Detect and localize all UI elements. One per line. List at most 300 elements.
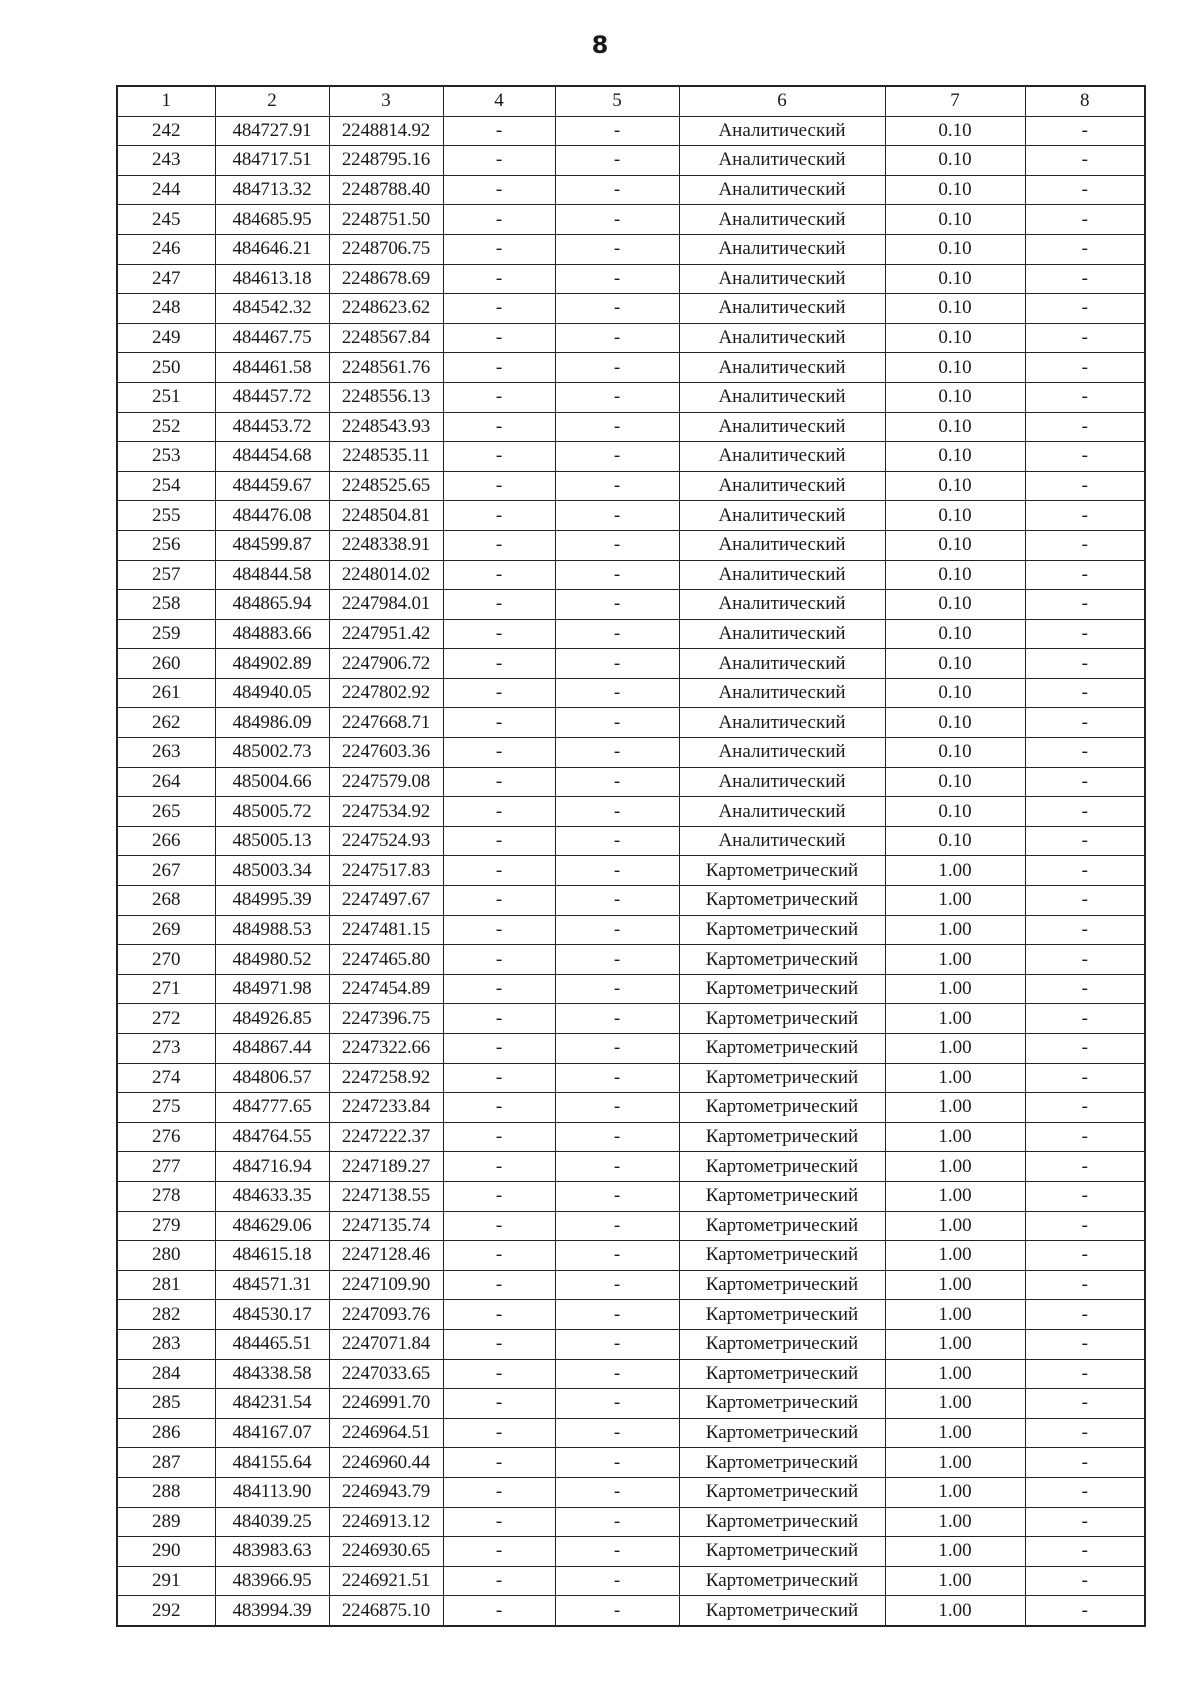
- x-coordinate-cell: 484615.18: [215, 1241, 329, 1271]
- col5-cell: -: [555, 205, 679, 235]
- y-coordinate-cell: 2247534.92: [329, 797, 443, 827]
- point-number-cell: 270: [117, 945, 215, 975]
- col5-cell: -: [555, 1063, 679, 1093]
- method-cell: Картометрический: [679, 1063, 885, 1093]
- col8-cell: -: [1025, 1507, 1145, 1537]
- accuracy-cell: 0.10: [885, 560, 1025, 590]
- point-number-cell: 284: [117, 1359, 215, 1389]
- y-coordinate-cell: 2246991.70: [329, 1389, 443, 1419]
- table-row: [117, 1181, 1145, 1211]
- col5-cell: -: [555, 1034, 679, 1064]
- x-coordinate-cell: 484940.05: [215, 678, 329, 708]
- col5-cell: -: [555, 1181, 679, 1211]
- x-coordinate-cell: 484685.95: [215, 205, 329, 235]
- accuracy-cell: 1.00: [885, 1211, 1025, 1241]
- point-number-cell: 264: [117, 767, 215, 797]
- y-coordinate-cell: 2248706.75: [329, 234, 443, 264]
- col5-cell: -: [555, 708, 679, 738]
- x-coordinate-cell: 484467.75: [215, 323, 329, 353]
- table-row: [117, 945, 1145, 975]
- method-cell: Аналитический: [679, 826, 885, 856]
- x-coordinate-cell: 484599.87: [215, 530, 329, 560]
- table-row: [117, 1329, 1145, 1359]
- point-number-cell: 260: [117, 649, 215, 679]
- col4-cell: -: [443, 442, 555, 472]
- table-row: [117, 1537, 1145, 1567]
- col5-cell: -: [555, 442, 679, 472]
- y-coordinate-cell: 2247454.89: [329, 974, 443, 1004]
- col8-cell: -: [1025, 1181, 1145, 1211]
- col4-cell: -: [443, 886, 555, 916]
- method-cell: Картометрический: [679, 1448, 885, 1478]
- point-number-cell: 255: [117, 501, 215, 531]
- col4-cell: -: [443, 974, 555, 1004]
- table-row: [117, 797, 1145, 827]
- table-row: [117, 590, 1145, 620]
- table-row: [117, 501, 1145, 531]
- point-number-cell: 288: [117, 1477, 215, 1507]
- x-coordinate-cell: 484461.58: [215, 353, 329, 383]
- y-coordinate-cell: 2247481.15: [329, 915, 443, 945]
- table-row: [117, 471, 1145, 501]
- coordinates-table: [116, 85, 1146, 1627]
- point-number-cell: 247: [117, 264, 215, 294]
- table-row: [117, 1448, 1145, 1478]
- point-number-cell: 251: [117, 382, 215, 412]
- x-coordinate-cell: 484039.25: [215, 1507, 329, 1537]
- col5-cell: -: [555, 886, 679, 916]
- table-row: [117, 1004, 1145, 1034]
- point-number-cell: 276: [117, 1122, 215, 1152]
- method-cell: Аналитический: [679, 530, 885, 560]
- method-cell: Аналитический: [679, 234, 885, 264]
- x-coordinate-cell: 484717.51: [215, 146, 329, 176]
- column-header: 5: [555, 86, 679, 116]
- y-coordinate-cell: 2248556.13: [329, 382, 443, 412]
- y-coordinate-cell: 2246913.12: [329, 1507, 443, 1537]
- header-row: [117, 86, 1145, 116]
- col5-cell: -: [555, 560, 679, 590]
- accuracy-cell: 0.10: [885, 590, 1025, 620]
- method-cell: Картометрический: [679, 945, 885, 975]
- x-coordinate-cell: 483983.63: [215, 1537, 329, 1567]
- y-coordinate-cell: 2248567.84: [329, 323, 443, 353]
- col4-cell: -: [443, 1359, 555, 1389]
- col5-cell: -: [555, 1418, 679, 1448]
- col4-cell: -: [443, 1181, 555, 1211]
- y-coordinate-cell: 2247135.74: [329, 1211, 443, 1241]
- table-row: [117, 234, 1145, 264]
- col4-cell: -: [443, 708, 555, 738]
- y-coordinate-cell: 2248678.69: [329, 264, 443, 294]
- col5-cell: -: [555, 767, 679, 797]
- x-coordinate-cell: 484980.52: [215, 945, 329, 975]
- x-coordinate-cell: 484542.32: [215, 294, 329, 324]
- x-coordinate-cell: 484865.94: [215, 590, 329, 620]
- accuracy-cell: 0.10: [885, 678, 1025, 708]
- point-number-cell: 259: [117, 619, 215, 649]
- point-number-cell: 291: [117, 1566, 215, 1596]
- table-row: [117, 1507, 1145, 1537]
- column-header: 8: [1025, 86, 1145, 116]
- point-number-cell: 244: [117, 175, 215, 205]
- col4-cell: -: [443, 175, 555, 205]
- x-coordinate-cell: 484167.07: [215, 1418, 329, 1448]
- table-row: [117, 856, 1145, 886]
- col5-cell: -: [555, 945, 679, 975]
- col4-cell: -: [443, 530, 555, 560]
- accuracy-cell: 0.10: [885, 708, 1025, 738]
- accuracy-cell: 0.10: [885, 353, 1025, 383]
- y-coordinate-cell: 2246964.51: [329, 1418, 443, 1448]
- point-number-cell: 258: [117, 590, 215, 620]
- point-number-cell: 263: [117, 738, 215, 768]
- x-coordinate-cell: 484926.85: [215, 1004, 329, 1034]
- method-cell: Аналитический: [679, 619, 885, 649]
- y-coordinate-cell: 2247071.84: [329, 1329, 443, 1359]
- accuracy-cell: 1.00: [885, 915, 1025, 945]
- col4-cell: -: [443, 264, 555, 294]
- table-row: [117, 1300, 1145, 1330]
- accuracy-cell: 0.10: [885, 649, 1025, 679]
- col8-cell: -: [1025, 1152, 1145, 1182]
- x-coordinate-cell: 484806.57: [215, 1063, 329, 1093]
- col5-cell: -: [555, 1389, 679, 1419]
- col5-cell: -: [555, 590, 679, 620]
- accuracy-cell: 1.00: [885, 1034, 1025, 1064]
- x-coordinate-cell: 484988.53: [215, 915, 329, 945]
- col4-cell: -: [443, 1566, 555, 1596]
- x-coordinate-cell: 483966.95: [215, 1566, 329, 1596]
- accuracy-cell: 0.10: [885, 412, 1025, 442]
- y-coordinate-cell: 2246930.65: [329, 1537, 443, 1567]
- col8-cell: -: [1025, 945, 1145, 975]
- y-coordinate-cell: 2247128.46: [329, 1241, 443, 1271]
- col5-cell: -: [555, 501, 679, 531]
- y-coordinate-cell: 2248623.62: [329, 294, 443, 324]
- method-cell: Картометрический: [679, 974, 885, 1004]
- method-cell: Аналитический: [679, 708, 885, 738]
- col8-cell: -: [1025, 146, 1145, 176]
- col5-cell: -: [555, 353, 679, 383]
- y-coordinate-cell: 2248535.11: [329, 442, 443, 472]
- table-row: [117, 619, 1145, 649]
- col4-cell: -: [443, 1537, 555, 1567]
- col8-cell: -: [1025, 974, 1145, 1004]
- method-cell: Аналитический: [679, 471, 885, 501]
- accuracy-cell: 1.00: [885, 1566, 1025, 1596]
- col4-cell: -: [443, 353, 555, 383]
- x-coordinate-cell: 484867.44: [215, 1034, 329, 1064]
- x-coordinate-cell: 484764.55: [215, 1122, 329, 1152]
- col4-cell: -: [443, 1063, 555, 1093]
- y-coordinate-cell: 2247396.75: [329, 1004, 443, 1034]
- point-number-cell: 274: [117, 1063, 215, 1093]
- col4-cell: -: [443, 738, 555, 768]
- table-row: [117, 412, 1145, 442]
- accuracy-cell: 1.00: [885, 1181, 1025, 1211]
- table-row: [117, 1152, 1145, 1182]
- col8-cell: -: [1025, 915, 1145, 945]
- y-coordinate-cell: 2246875.10: [329, 1596, 443, 1626]
- accuracy-cell: 1.00: [885, 1270, 1025, 1300]
- method-cell: Аналитический: [679, 323, 885, 353]
- x-coordinate-cell: 484454.68: [215, 442, 329, 472]
- x-coordinate-cell: 484646.21: [215, 234, 329, 264]
- table-row: [117, 146, 1145, 176]
- col4-cell: -: [443, 1152, 555, 1182]
- col5-cell: -: [555, 146, 679, 176]
- point-number-cell: 248: [117, 294, 215, 324]
- col8-cell: -: [1025, 1093, 1145, 1123]
- table-row: [117, 1034, 1145, 1064]
- accuracy-cell: 1.00: [885, 1389, 1025, 1419]
- point-number-cell: 256: [117, 530, 215, 560]
- col8-cell: -: [1025, 767, 1145, 797]
- accuracy-cell: 0.10: [885, 501, 1025, 531]
- col5-cell: -: [555, 1329, 679, 1359]
- method-cell: Аналитический: [679, 442, 885, 472]
- y-coordinate-cell: 2248814.92: [329, 116, 443, 146]
- point-number-cell: 275: [117, 1093, 215, 1123]
- col4-cell: -: [443, 382, 555, 412]
- point-number-cell: 271: [117, 974, 215, 1004]
- method-cell: Картометрический: [679, 1359, 885, 1389]
- y-coordinate-cell: 2248014.02: [329, 560, 443, 590]
- method-cell: Аналитический: [679, 353, 885, 383]
- method-cell: Картометрический: [679, 1152, 885, 1182]
- col4-cell: -: [443, 1211, 555, 1241]
- col8-cell: -: [1025, 1537, 1145, 1567]
- accuracy-cell: 0.10: [885, 382, 1025, 412]
- table-row: [117, 1211, 1145, 1241]
- y-coordinate-cell: 2248788.40: [329, 175, 443, 205]
- y-coordinate-cell: 2247951.42: [329, 619, 443, 649]
- x-coordinate-cell: 484476.08: [215, 501, 329, 531]
- col8-cell: -: [1025, 1122, 1145, 1152]
- accuracy-cell: 0.10: [885, 442, 1025, 472]
- col8-cell: -: [1025, 1566, 1145, 1596]
- col5-cell: -: [555, 797, 679, 827]
- col4-cell: -: [443, 945, 555, 975]
- col8-cell: -: [1025, 412, 1145, 442]
- col4-cell: -: [443, 560, 555, 590]
- col5-cell: -: [555, 1241, 679, 1271]
- col8-cell: -: [1025, 442, 1145, 472]
- col5-cell: -: [555, 856, 679, 886]
- method-cell: Аналитический: [679, 412, 885, 442]
- x-coordinate-cell: 484113.90: [215, 1477, 329, 1507]
- col8-cell: -: [1025, 175, 1145, 205]
- accuracy-cell: 1.00: [885, 1537, 1025, 1567]
- method-cell: Аналитический: [679, 560, 885, 590]
- point-number-cell: 257: [117, 560, 215, 590]
- method-cell: Аналитический: [679, 738, 885, 768]
- col8-cell: -: [1025, 1004, 1145, 1034]
- accuracy-cell: 0.10: [885, 264, 1025, 294]
- col4-cell: -: [443, 1448, 555, 1478]
- y-coordinate-cell: 2248504.81: [329, 501, 443, 531]
- y-coordinate-cell: 2248543.93: [329, 412, 443, 442]
- col4-cell: -: [443, 146, 555, 176]
- col5-cell: -: [555, 412, 679, 442]
- point-number-cell: 287: [117, 1448, 215, 1478]
- point-number-cell: 243: [117, 146, 215, 176]
- col8-cell: -: [1025, 1418, 1145, 1448]
- col8-cell: -: [1025, 678, 1145, 708]
- y-coordinate-cell: 2247033.65: [329, 1359, 443, 1389]
- col4-cell: -: [443, 234, 555, 264]
- method-cell: Картометрический: [679, 856, 885, 886]
- point-number-cell: 283: [117, 1329, 215, 1359]
- col4-cell: -: [443, 590, 555, 620]
- x-coordinate-cell: 484453.72: [215, 412, 329, 442]
- col8-cell: -: [1025, 1477, 1145, 1507]
- col8-cell: -: [1025, 560, 1145, 590]
- col5-cell: -: [555, 1004, 679, 1034]
- col8-cell: -: [1025, 1596, 1145, 1626]
- col5-cell: -: [555, 1596, 679, 1626]
- col8-cell: -: [1025, 1389, 1145, 1419]
- x-coordinate-cell: 484995.39: [215, 886, 329, 916]
- point-number-cell: 290: [117, 1537, 215, 1567]
- point-number-cell: 280: [117, 1241, 215, 1271]
- table-row: [117, 560, 1145, 590]
- method-cell: Картометрический: [679, 1270, 885, 1300]
- col4-cell: -: [443, 649, 555, 679]
- y-coordinate-cell: 2247189.27: [329, 1152, 443, 1182]
- accuracy-cell: 1.00: [885, 1241, 1025, 1271]
- accuracy-cell: 0.10: [885, 175, 1025, 205]
- column-header: 1: [117, 86, 215, 116]
- accuracy-cell: 0.10: [885, 294, 1025, 324]
- col8-cell: -: [1025, 234, 1145, 264]
- x-coordinate-cell: 485003.34: [215, 856, 329, 886]
- col5-cell: -: [555, 234, 679, 264]
- method-cell: Аналитический: [679, 590, 885, 620]
- method-cell: Картометрический: [679, 1241, 885, 1271]
- col4-cell: -: [443, 1270, 555, 1300]
- table-row: [117, 915, 1145, 945]
- col5-cell: -: [555, 264, 679, 294]
- col8-cell: -: [1025, 826, 1145, 856]
- col4-cell: -: [443, 1389, 555, 1419]
- col8-cell: -: [1025, 1063, 1145, 1093]
- method-cell: Картометрический: [679, 886, 885, 916]
- y-coordinate-cell: 2248338.91: [329, 530, 443, 560]
- accuracy-cell: 1.00: [885, 1596, 1025, 1626]
- accuracy-cell: 0.10: [885, 205, 1025, 235]
- col4-cell: -: [443, 471, 555, 501]
- col5-cell: -: [555, 175, 679, 205]
- col4-cell: -: [443, 1004, 555, 1034]
- y-coordinate-cell: 2246960.44: [329, 1448, 443, 1478]
- col8-cell: -: [1025, 1211, 1145, 1241]
- col4-cell: -: [443, 116, 555, 146]
- accuracy-cell: 1.00: [885, 886, 1025, 916]
- col4-cell: -: [443, 797, 555, 827]
- col8-cell: -: [1025, 323, 1145, 353]
- col8-cell: -: [1025, 382, 1145, 412]
- point-number-cell: 268: [117, 886, 215, 916]
- y-coordinate-cell: 2248751.50: [329, 205, 443, 235]
- point-number-cell: 281: [117, 1270, 215, 1300]
- col5-cell: -: [555, 1359, 679, 1389]
- col4-cell: -: [443, 915, 555, 945]
- accuracy-cell: 0.10: [885, 234, 1025, 264]
- col5-cell: -: [555, 1211, 679, 1241]
- table-row: [117, 530, 1145, 560]
- x-coordinate-cell: 484459.67: [215, 471, 329, 501]
- col4-cell: -: [443, 856, 555, 886]
- table-row: [117, 1477, 1145, 1507]
- x-coordinate-cell: 484571.31: [215, 1270, 329, 1300]
- table-row: [117, 1122, 1145, 1152]
- accuracy-cell: 1.00: [885, 1448, 1025, 1478]
- col4-cell: -: [443, 412, 555, 442]
- col8-cell: -: [1025, 530, 1145, 560]
- accuracy-cell: 0.10: [885, 738, 1025, 768]
- col5-cell: -: [555, 1537, 679, 1567]
- col4-cell: -: [443, 826, 555, 856]
- method-cell: Аналитический: [679, 205, 885, 235]
- col5-cell: -: [555, 471, 679, 501]
- table-row: [117, 767, 1145, 797]
- y-coordinate-cell: 2247322.66: [329, 1034, 443, 1064]
- col5-cell: -: [555, 1448, 679, 1478]
- x-coordinate-cell: 484902.89: [215, 649, 329, 679]
- col4-cell: -: [443, 1477, 555, 1507]
- point-number-cell: 278: [117, 1181, 215, 1211]
- method-cell: Аналитический: [679, 264, 885, 294]
- y-coordinate-cell: 2248561.76: [329, 353, 443, 383]
- method-cell: Картометрический: [679, 1418, 885, 1448]
- accuracy-cell: 1.00: [885, 945, 1025, 975]
- point-number-cell: 265: [117, 797, 215, 827]
- col4-cell: -: [443, 1507, 555, 1537]
- x-coordinate-cell: 485004.66: [215, 767, 329, 797]
- table-body: [117, 116, 1145, 1626]
- method-cell: Аналитический: [679, 767, 885, 797]
- table-row: [117, 1596, 1145, 1626]
- accuracy-cell: 0.10: [885, 116, 1025, 146]
- accuracy-cell: 0.10: [885, 826, 1025, 856]
- method-cell: Картометрический: [679, 915, 885, 945]
- col5-cell: -: [555, 974, 679, 1004]
- col8-cell: -: [1025, 886, 1145, 916]
- point-number-cell: 267: [117, 856, 215, 886]
- y-coordinate-cell: 2247497.67: [329, 886, 443, 916]
- col8-cell: -: [1025, 1241, 1145, 1271]
- x-coordinate-cell: 484338.58: [215, 1359, 329, 1389]
- y-coordinate-cell: 2247465.80: [329, 945, 443, 975]
- table-row: [117, 175, 1145, 205]
- y-coordinate-cell: 2247906.72: [329, 649, 443, 679]
- y-coordinate-cell: 2247258.92: [329, 1063, 443, 1093]
- col5-cell: -: [555, 678, 679, 708]
- accuracy-cell: 0.10: [885, 471, 1025, 501]
- page-number: 8: [591, 31, 609, 59]
- col5-cell: -: [555, 1300, 679, 1330]
- method-cell: Аналитический: [679, 175, 885, 205]
- y-coordinate-cell: 2247984.01: [329, 590, 443, 620]
- accuracy-cell: 0.10: [885, 619, 1025, 649]
- x-coordinate-cell: 484530.17: [215, 1300, 329, 1330]
- point-number-cell: 242: [117, 116, 215, 146]
- accuracy-cell: 1.00: [885, 1152, 1025, 1182]
- table-row: [117, 1566, 1145, 1596]
- x-coordinate-cell: 484844.58: [215, 560, 329, 590]
